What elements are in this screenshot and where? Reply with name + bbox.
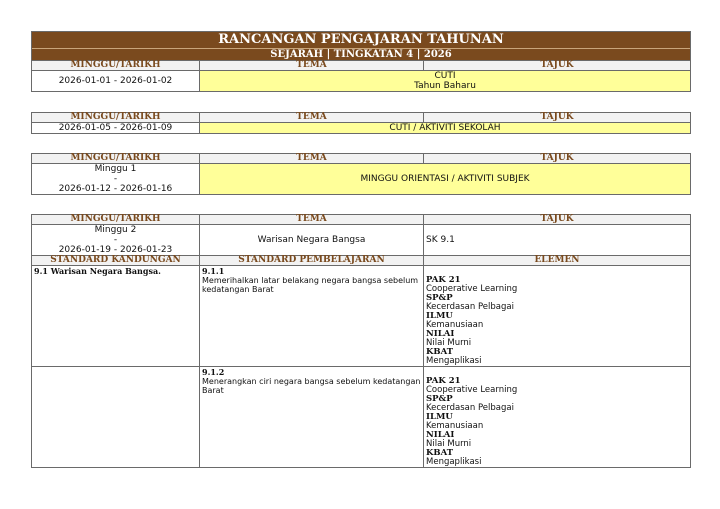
elemen-value: Cooperative Learning — [426, 385, 518, 395]
standard-kandungan: 9.1 Warisan Negara Bangsa. — [32, 266, 200, 367]
table-week-1 — [31, 31, 691, 92]
elemen-value: Kemanusiaan — [426, 320, 484, 330]
sp-code: 9.1.2 — [202, 367, 225, 377]
table-week-3 — [31, 153, 691, 195]
week1-line2: Tahun Baharu — [414, 81, 476, 91]
week4-tajuk: SK 9.1 — [424, 225, 691, 256]
table-week-2 — [31, 112, 691, 134]
elemen-cell-2 — [424, 367, 691, 468]
elemen-label: SP&P — [426, 394, 453, 404]
elemen-value: Cooperative Learning — [426, 284, 518, 294]
col-standard-kandungan: STANDARD KANDUNGAN — [32, 256, 200, 266]
week4-tema: Warisan Negara Bangsa — [200, 225, 424, 256]
elemen-value: Nilai Murni — [426, 439, 472, 449]
col-tajuk: TAJUK — [424, 61, 691, 71]
elemen-value: Kemanusiaan — [426, 421, 484, 431]
week3-text: MINGGU ORIENTASI / AKTIVITI SUBJEK — [200, 164, 691, 195]
week4-week: Minggu 2 — [94, 225, 137, 235]
table-week-4 — [31, 214, 691, 468]
page-title: RANCANGAN PENGAJARAN TAHUNAN — [218, 32, 504, 47]
elemen-label: KBAT — [426, 448, 454, 458]
week4-dash: - — [113, 235, 118, 245]
standard-kandungan-empty — [32, 367, 200, 468]
week3-date: 2026-01-12 - 2026-01-16 — [58, 184, 173, 194]
elemen-cell-1 — [424, 266, 691, 367]
week2-date: 2026-01-05 - 2026-01-09 — [32, 123, 200, 134]
week1-holiday — [200, 71, 691, 92]
elemen-label: NILAI — [426, 329, 455, 339]
document-page — [31, 31, 690, 468]
sp-desc: Menerangkan ciri negara bangsa sebelum kedatangan Barat — [202, 377, 421, 395]
week2-text: CUTI / AKTIVITI SEKOLAH — [200, 123, 691, 134]
elemen-value: Mengaplikasi — [426, 457, 482, 467]
elemen-value: Kecerdasan Pelbagai — [426, 403, 514, 413]
week4-dates — [32, 225, 200, 256]
col-minggu: MINGGU/TARIKH — [32, 215, 200, 225]
week3-dash: - — [113, 174, 118, 184]
col-tajuk: TAJUK — [424, 113, 691, 123]
elemen-label: NILAI — [426, 430, 455, 440]
col-elemen: ELEMEN — [424, 256, 691, 266]
week1-date: 2026-01-01 - 2026-01-02 — [32, 71, 200, 92]
sp-cell-1 — [200, 266, 424, 367]
elemen-value: Kecerdasan Pelbagai — [426, 302, 514, 312]
sp-desc: Memerihalkan latar belakang negara bangsa sebelum kedatangan Barat — [202, 276, 419, 294]
col-tajuk: TAJUK — [424, 154, 691, 164]
week3-dates — [32, 164, 200, 195]
elemen-label: ILMU — [426, 311, 453, 321]
col-minggu: MINGGU/TARIKH — [32, 113, 200, 123]
elemen-label: KBAT — [426, 347, 454, 357]
week4-date: 2026-01-19 - 2026-01-23 — [58, 245, 173, 255]
col-standard-pembelajaran: STANDARD PEMBELAJARAN — [200, 256, 424, 266]
week3-week: Minggu 1 — [94, 164, 137, 174]
sp-code: 9.1.1 — [202, 266, 225, 276]
col-tajuk: TAJUK — [424, 215, 691, 225]
col-tema: TEMA — [200, 154, 424, 164]
week1-line1: CUTI — [434, 71, 456, 81]
col-tema: TEMA — [200, 61, 424, 71]
col-tema: TEMA — [200, 215, 424, 225]
page-subtitle: SEJARAH | TINGKATAN 4 | 2026 — [32, 48, 690, 60]
elemen-value: Mengaplikasi — [426, 356, 482, 366]
elemen-label: SP&P — [426, 293, 453, 303]
elemen-label: PAK 21 — [426, 275, 461, 285]
banner — [32, 32, 691, 61]
sp-cell-2 — [200, 367, 424, 468]
col-tema: TEMA — [200, 113, 424, 123]
elemen-value: Nilai Murni — [426, 338, 472, 348]
elemen-label: PAK 21 — [426, 376, 461, 386]
col-minggu: MINGGU/TARIKH — [32, 154, 200, 164]
col-minggu: MINGGU/TARIKH — [32, 61, 200, 71]
elemen-label: ILMU — [426, 412, 453, 422]
